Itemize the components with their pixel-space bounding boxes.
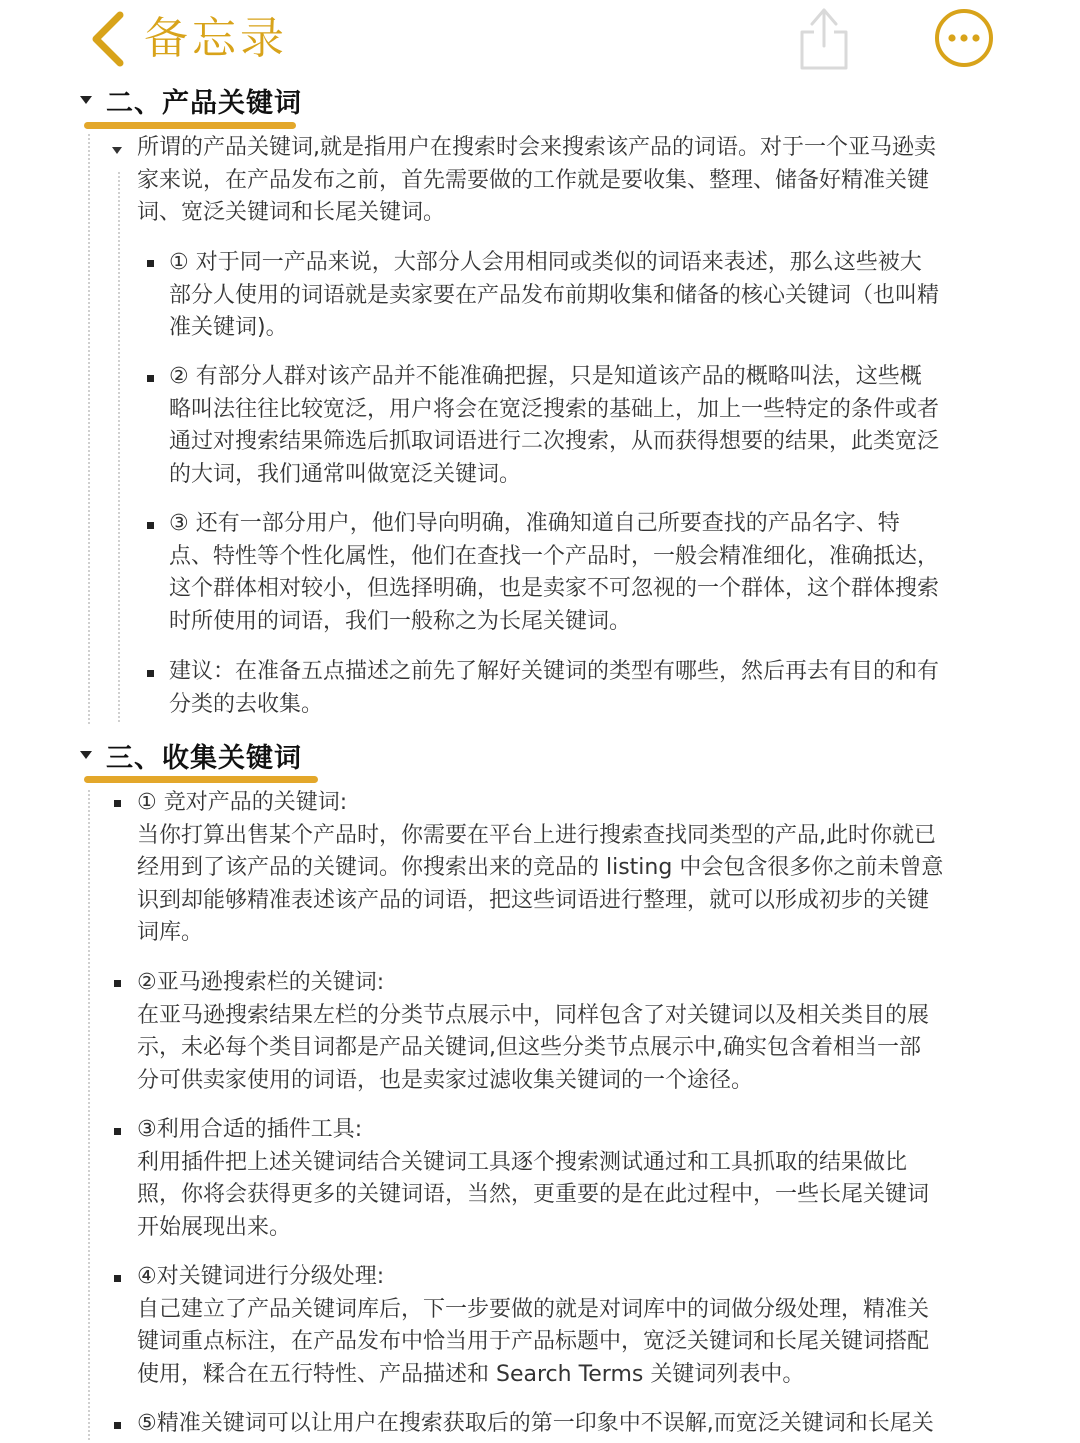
list-item: 建议：在准备五点描述之前先了解好关键词的类型有哪些，然后再去有目的和有 分类的去收集。 bbox=[169, 659, 940, 717]
more-icon bbox=[934, 8, 994, 68]
list-item: ②亚马逊搜索栏的关键词: 在亚马逊搜索结果左栏的分类节点展示中，同样包含了对关键词以及相关类目的展 示，未必每个类目词都是产品关键词,但这些分类节点展示中,确实包含着相当一部 分可供卖家使用的词语，也是卖家过滤收集关键词的一个途径。 bbox=[137, 970, 930, 1093]
bullet-icon bbox=[147, 522, 154, 529]
bullet-icon bbox=[114, 1422, 121, 1429]
heading-highlight bbox=[84, 776, 318, 783]
bullet-icon bbox=[114, 980, 121, 987]
outline-guide bbox=[118, 172, 120, 722]
bullet-icon bbox=[114, 1128, 121, 1135]
bullet-icon bbox=[114, 1275, 121, 1282]
disclosure-triangle-icon[interactable] bbox=[80, 751, 92, 759]
section-title: 三、收集关键词 bbox=[106, 742, 302, 774]
list-item: ⑤精准关键词可以让用户在搜索获取后的第一印象中不误解,而宽泛关键词和长尾关 bbox=[137, 1411, 934, 1436]
share-button[interactable] bbox=[794, 2, 854, 74]
disclosure-triangle-icon[interactable] bbox=[112, 147, 122, 154]
back-button[interactable] bbox=[88, 8, 288, 70]
list-item: ① 竞对产品的关键词: 当你打算出售某个产品时，你需要在平台上进行搜索查找同类型的产品,此时你就已 经用到了该产品的关键词。你搜索出来的竞品的 listing 中会包含很多你之前未曾意 识到却能够精准表述该产品的词语，把这些词语进行整理，就可以形成初步的关键 词库。 bbox=[137, 790, 944, 945]
list-item: ① 对于同一产品来说，大部分人会用相同或类似的词语来表述，那么这些被大 部分人使用的词语就是卖家要在产品发布前期收集和储备的核心关键词（也叫精 准关键词)。 bbox=[169, 250, 940, 340]
navigation-bar bbox=[0, 0, 1080, 78]
heading-highlight bbox=[84, 122, 296, 129]
bullet-icon bbox=[147, 260, 154, 267]
section-heading-3[interactable] bbox=[80, 737, 302, 773]
share-icon bbox=[794, 2, 854, 74]
list-item: ③利用合适的插件工具: 利用插件把上述关键词结合关键词工具逐个搜索测试通过和工具抓取的结果做比 照，你将会获得更多的关键词语，当然，更重要的是在此过程中，一些长尾关键词 开始展现出来。 bbox=[137, 1117, 930, 1240]
list-item: ④对关键词进行分级处理: 自己建立了产品关键词库后，下一步要做的就是对词库中的词做分级处理，精准关 键词重点标注，在产品发布中恰当用于产品标题中，宽泛关键词和长尾关键词搭配 使用，糅合在五行特性、产品描述和 Search Terms 关键词列表中。 bbox=[137, 1264, 930, 1387]
outline-guide bbox=[88, 790, 90, 1440]
paragraph-intro: 所谓的产品关键词,就是指用户在搜索时会来搜索该产品的词语。对于一个亚马逊卖 家来说，在产品发布之前，首先需要做的工作就是要收集、整理、储备好精准关键 词、宽泛关键词和长尾关键词。 bbox=[137, 135, 936, 225]
disclosure-triangle-icon[interactable] bbox=[80, 96, 92, 104]
section-title: 二、产品关键词 bbox=[106, 87, 302, 119]
bullet-icon bbox=[147, 670, 154, 677]
list-item: ③ 还有一部分用户，他们导向明确，准确知道自己所要查找的产品名字、特 点、特性等个性化属性，他们在查找一个产品时，一般会精准细化，准确抵达， 这个群体相对较小，但选择明确，也是卖家不可忽视的一个群体，这个群体搜索 时所使用的词语，我们一般称之为长尾关键词。 bbox=[169, 511, 940, 634]
back-label: 备忘录 bbox=[144, 13, 288, 64]
chevron-left-icon bbox=[88, 11, 128, 67]
bullet-icon bbox=[114, 800, 121, 807]
list-item: ② 有部分人群对该产品并不能准确把握，只是知道该产品的概略叫法，这些概 略叫法往往比较宽泛，用户将会在宽泛搜索的基础上，加上一些特定的条件或者 通过对搜索结果筛选后抓取词语进行二次搜索，从而获得想要的结果，此类宽泛 的大词，我们通常叫做宽泛关键词。 bbox=[169, 364, 940, 487]
more-button[interactable] bbox=[934, 8, 994, 68]
section-heading-2[interactable] bbox=[80, 82, 302, 118]
outline-guide bbox=[88, 134, 90, 724]
bullet-icon bbox=[147, 375, 154, 382]
